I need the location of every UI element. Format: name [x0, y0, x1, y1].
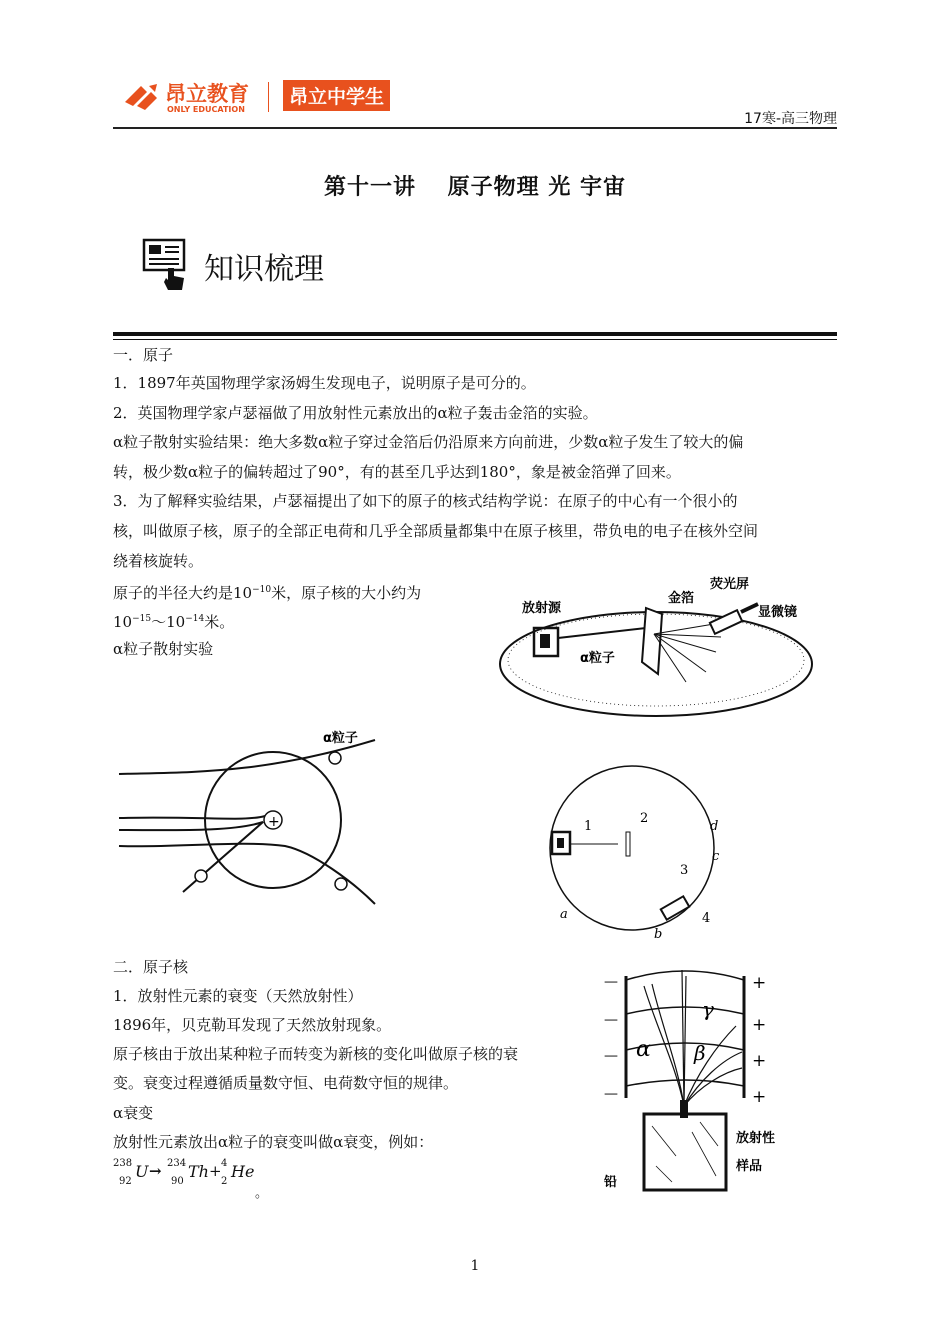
- plus-3: +: [752, 1051, 767, 1071]
- label-foil: 金箔: [668, 591, 695, 606]
- figure-decay: [596, 956, 806, 1196]
- plus-2: +: [752, 1015, 767, 1035]
- paragraph-3a: α粒子散射实验结果：绝大多数α粒子穿过金箔后仍沿原来方向前进，少数α粒子发生了较大的偏: [113, 433, 744, 451]
- paragraph-q5: 放射性元素放出α粒子的衰变叫做α衰变，例如：: [113, 1133, 434, 1151]
- heading-nucleus: 二．原子核: [113, 958, 189, 976]
- brand-logo-icon: [123, 80, 163, 114]
- nucleus-plus: +: [268, 814, 280, 830]
- brand-divider: [268, 82, 269, 112]
- paragraph-q3a: 原子核由于放出某种粒子而转变为新核的变化叫做原子核的衰: [113, 1045, 519, 1063]
- paragraph-q3b: 变。衰变过程遵循质量数守恒、电荷数守恒的规律。: [113, 1074, 459, 1092]
- label-microscope: 显微镜: [758, 605, 798, 620]
- label-1: 1: [584, 819, 593, 834]
- label-b: b: [654, 927, 663, 942]
- minus-1: —: [604, 974, 618, 990]
- label-source: 放射源: [522, 601, 562, 616]
- paragraph-6: α粒子散射实验: [113, 640, 214, 658]
- label-alpha-particle: α粒子: [580, 651, 615, 666]
- figure-topview: [540, 762, 730, 942]
- label-screen: 荧光屏: [710, 577, 750, 592]
- minus-2: —: [604, 1012, 618, 1028]
- header-rule: [113, 127, 837, 129]
- plus-1: +: [752, 973, 767, 993]
- label-sample-1: 放射性: [736, 1131, 776, 1146]
- plus-4: +: [752, 1087, 767, 1107]
- minus-4: —: [604, 1086, 618, 1102]
- paragraph-5a: 原子的半径大约是$10^{-10}$米，原子核的大小约为: [113, 584, 422, 602]
- label-sample-2: 样品: [736, 1159, 763, 1174]
- label-d: d: [710, 819, 719, 834]
- label-c: c: [712, 849, 720, 864]
- label-a: a: [560, 907, 568, 922]
- section-label: 知识梳理: [204, 252, 324, 287]
- header: [113, 74, 837, 124]
- book-hand-icon: [142, 238, 190, 292]
- label-beta-ray: β: [694, 1041, 706, 1065]
- paragraph-4b: 核，叫做原子核，原子的全部正电荷和几乎全部质量都集中在原子核里，带负电的电子在核外空间: [113, 522, 759, 540]
- label-2: 2: [640, 811, 649, 826]
- paragraph-4a: 3．为了解释实验结果，卢瑟福提出了如下的原子的核式结构学说：在原子的中心有一个很小的: [113, 492, 738, 510]
- paragraph-2: 2．英国物理学家卢瑟福做了用放射性元素放出的α粒子轰击金箔的实验。: [113, 404, 598, 422]
- label-alpha-ray: α: [636, 1037, 651, 1062]
- page-number: 1: [470, 1258, 480, 1274]
- section-rule-thin: [113, 339, 837, 340]
- paragraph-q2: 1896年，贝克勒耳发现了天然放射现象。: [113, 1016, 392, 1034]
- brand-badge: 昂立中学生: [283, 80, 390, 111]
- paragraph-3b: 转，极少数α粒子的偏转超过了90°，有的甚至几乎达到180°，象是被金箔弹了回来。: [113, 463, 681, 481]
- heading-atom: 一．原子: [113, 346, 174, 364]
- label-4: 4: [702, 911, 711, 926]
- label-lead: 铅: [604, 1175, 618, 1190]
- course-name: 17寒-高三物理: [744, 111, 837, 127]
- brand-english: ONLY EDUCATION: [167, 105, 245, 114]
- page-title: 第十一讲 原子物理 光 宇宙: [324, 175, 626, 200]
- section-rule-thick: [113, 332, 837, 336]
- figure-apparatus: [496, 572, 822, 722]
- paragraph-4c: 绕着核旋转。: [113, 552, 204, 570]
- label-3: 3: [680, 863, 689, 878]
- paragraph-5b: $10^{-15}\sim 10^{-14}$米。: [113, 613, 235, 631]
- label-gamma-ray: γ: [702, 997, 714, 1021]
- minus-3: —: [604, 1048, 618, 1064]
- paragraph-q4: α衰变: [113, 1104, 154, 1122]
- figure-paths: [113, 722, 388, 912]
- brand-name: 昂立教育: [165, 82, 249, 106]
- label-alpha-paths: α粒子: [323, 731, 358, 746]
- paragraph-1: 1．1897年英国物理学家汤姆生发现电子，说明原子是可分的。: [113, 374, 536, 392]
- paragraph-q1: 1．放射性元素的衰变（天然放射性）: [113, 987, 363, 1005]
